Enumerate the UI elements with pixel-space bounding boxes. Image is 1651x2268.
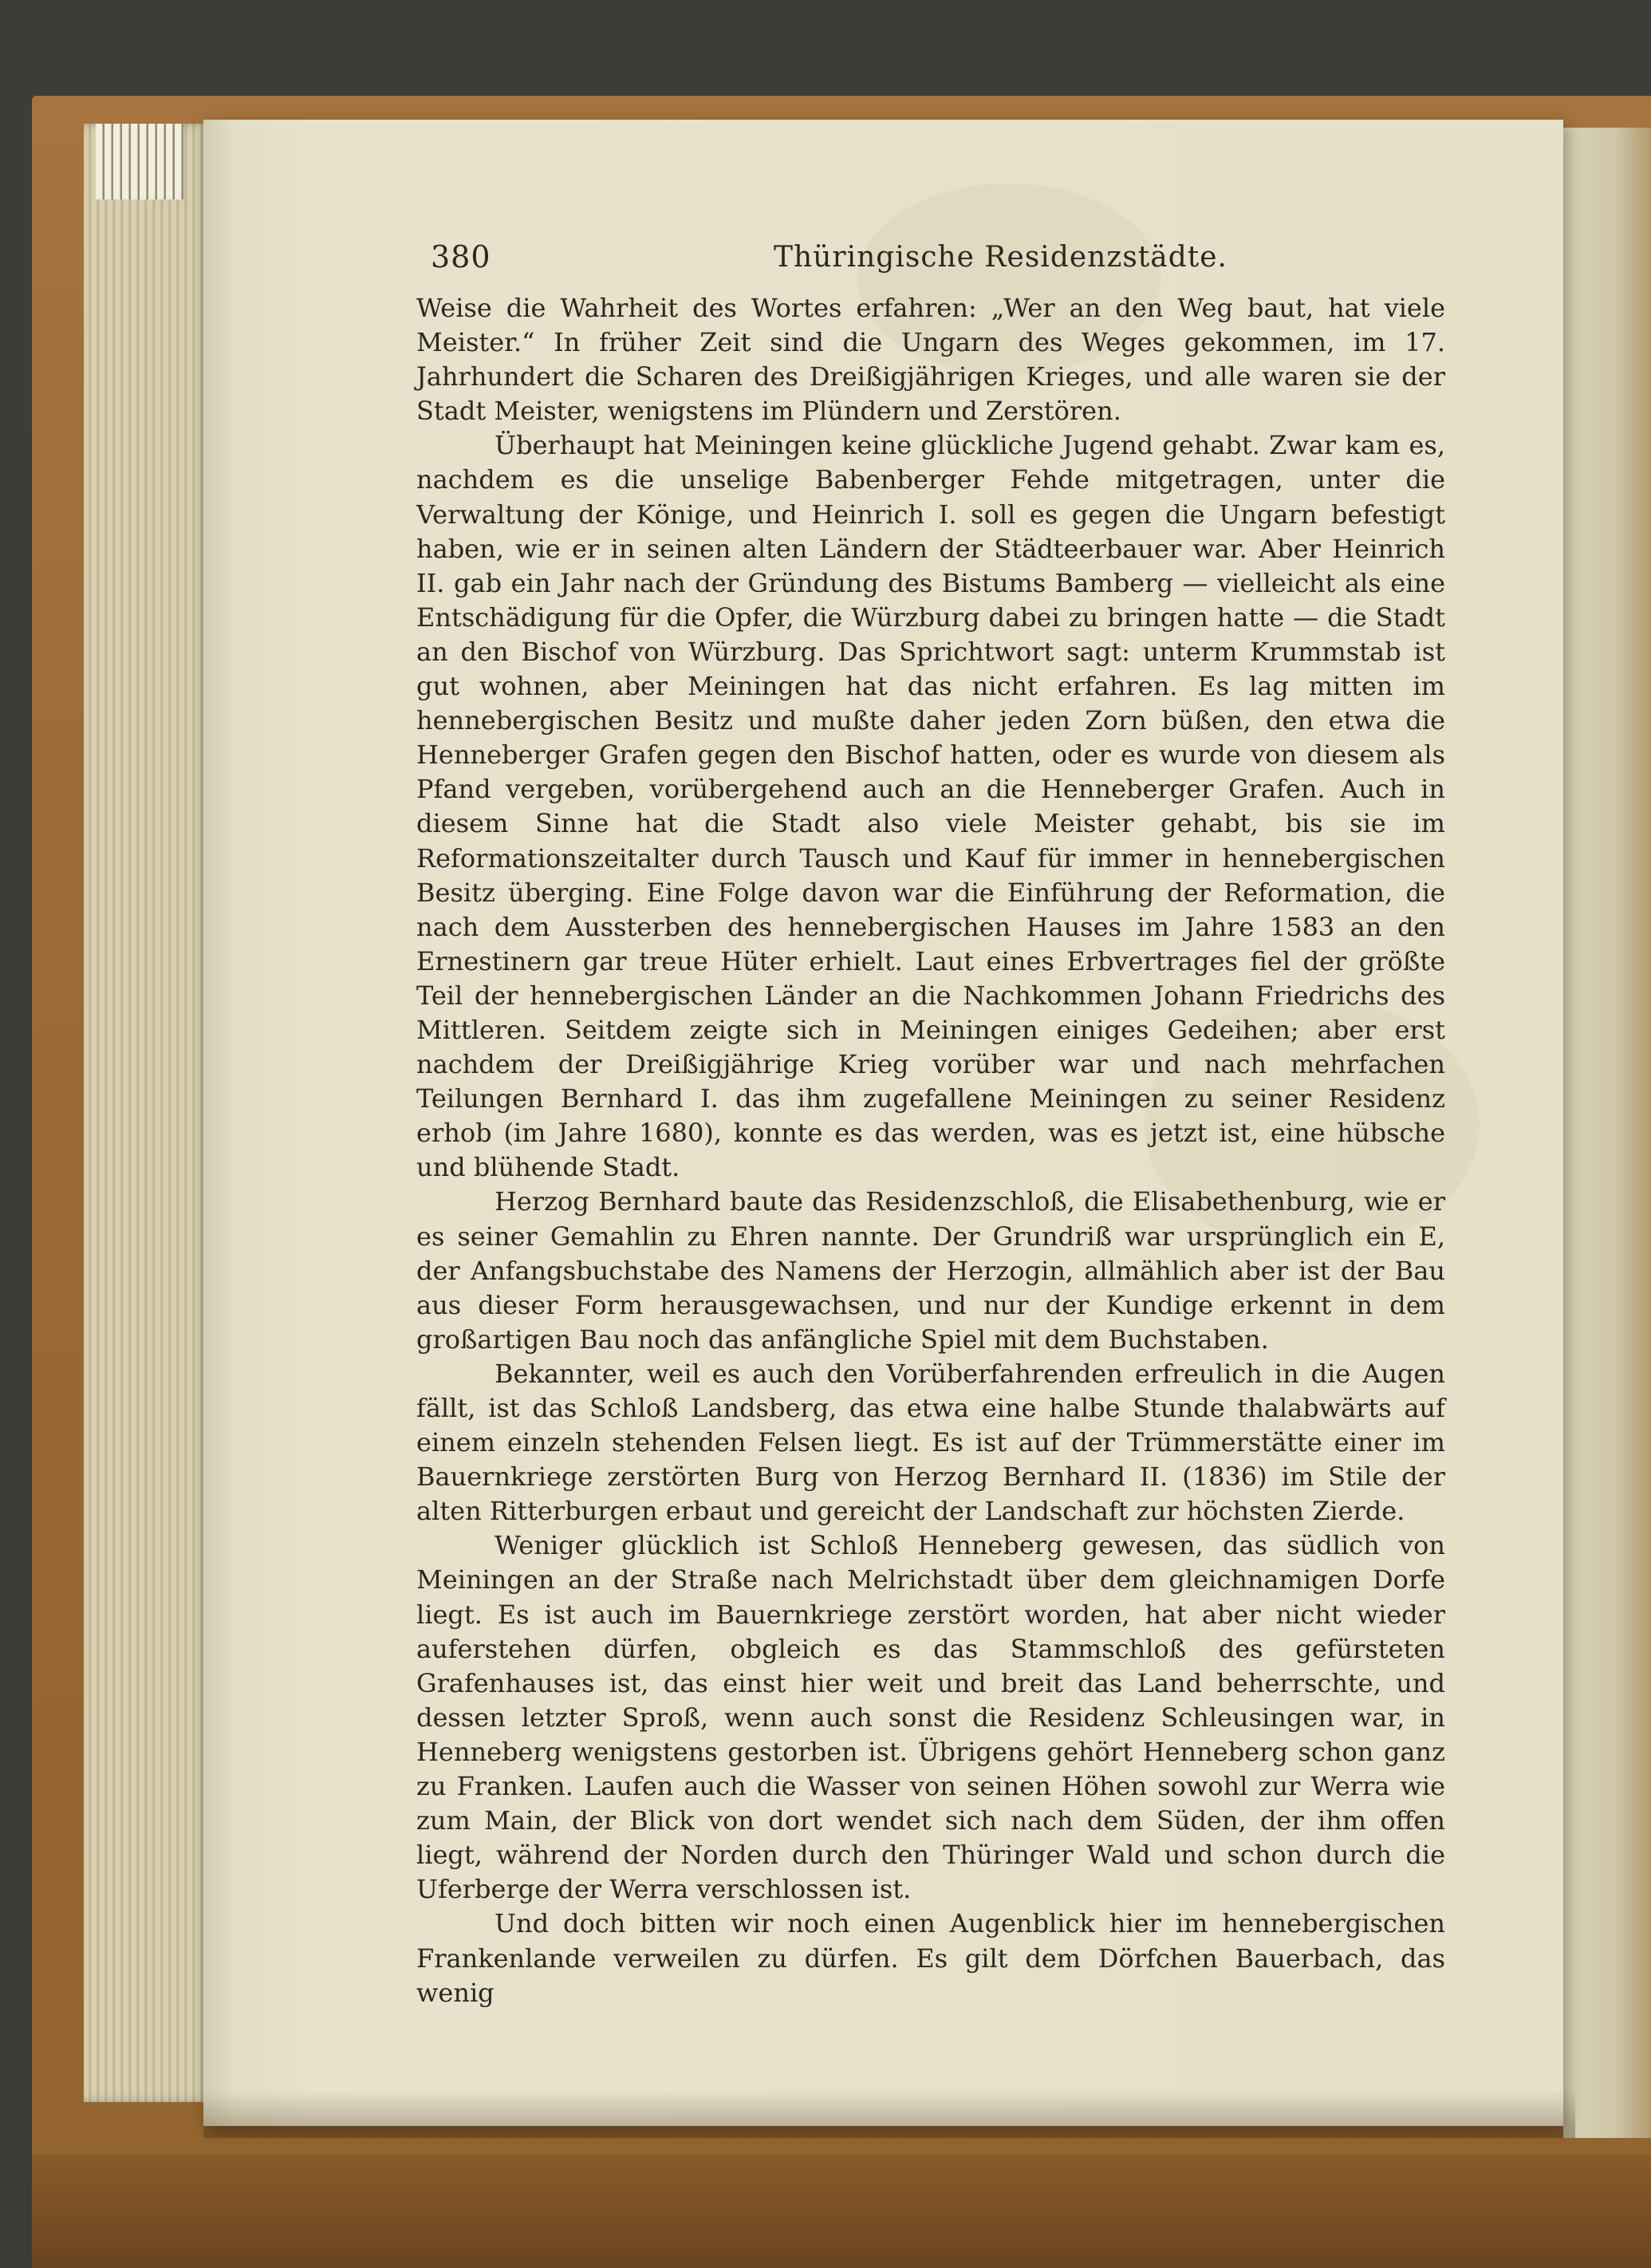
page-stack-top-edge <box>96 124 183 199</box>
paragraph-1: Weise die Wahrheit des Wortes erfahren: „Wer an den Weg baut, hat viele Meister.“ In früher Zeit sind die Ungarn des Weges gekommen, im 17. Jahrhundert die Scharen des Dreißigjährigen Krieges, und alle waren sie der Stadt Meister, wenigstens im Plündern und Zerstören. <box>416 293 1445 427</box>
paragraph-4: Bekannter, weil es auch den Vorüberfahrenden erfreulich in die Augen fällt, ist das Schloß Landsberg, das etwa eine halbe Stunde thalabwärts auf einem einzeln stehenden Felsen liegt. Es ist auf der Trümmerstätte einer im Bauernkriege zerstörten Burg von Herzog Bernhard II. (1836) im Stile der alten Ritterburgen erbaut und gereicht der Landschaft zur höchsten Zierde. <box>416 1358 1445 1527</box>
running-head <box>431 239 1452 287</box>
page-right-edge <box>1563 128 1651 2138</box>
page-stack-fore-edge <box>84 124 211 2102</box>
running-title: Thüringische Residenzstädte. <box>774 241 1227 274</box>
paragraph-2: Überhaupt hat Meiningen keine glückliche Jugend gehabt. Zwar kam es, nachdem es die unselige Babenberger Fehde mitgetragen, unter die Verwaltung der Könige, und Heinrich I. soll es gegen die Ungarn befestigt haben, wie er in seinen alten Ländern der Städteerbauer war. Aber Heinrich II. gab ein Jahr nach der Gründung des Bistums Bamberg — vielleicht als eine Entschädigung für die Opfer, die Würzburg dabei zu bringen hatte — die Stadt an den Bischof von Würzburg. Das Sprichtwort sagt: unterm Krummstab ist gut wohnen, aber Meiningen hat das nicht erfahren. Es lag mitten im hennebergischen Besitz und mußte daher jeden Zorn büßen, den etwa die Henneberger Grafen gegen den Bischof hatten, oder es wurde von diesem als Pfand vergeben, vorübergehend auch an die Henneberger Grafen. Auch in diesem Sinne hat die Stadt also viele Meister gehabt, bis sie im Reformationszeitalter durch Tausch und Kauf für immer in hennebergischen Besitz überging. Eine Folge davon war die Einführung der Reformation, die nach dem Aussterben des hennebergischen Hauses im Jahre 1583 an den Ernestinern gar treue Hüter erhielt. Laut eines Erbvertrages fiel der größte Teil der hennebergischen Länder an die Nachkommen Johann Friedrichs des Mittleren. Seitdem zeigte sich in Meiningen einiges Gedeihen; aber erst nachdem der Dreißigjährige Krieg vorüber war und nach mehrfachen Teilungen Bernhard I. das ihm zugefallene Meiningen zu seiner Residenz erhob (im Jahre 1680), konnte es das werden, was es jetzt ist, eine hübsche und blühende Stadt. <box>416 430 1445 1183</box>
cover-bottom-edge <box>32 2154 1651 2268</box>
paragraph-6: Und doch bitten wir noch einen Augenblick hier im hennebergischen Frankenlande verweilen zu dürfen. Es gilt dem Dörfchen Bauerbach, das wenig <box>416 1908 1445 2008</box>
page-number: 380 <box>431 239 491 274</box>
page-bottom-shadow <box>203 2090 1575 2138</box>
paragraph-5: Weniger glücklich ist Schloß Henneberg gewesen, das südlich von Meiningen an der Straße nach Melrichstadt über dem gleichnamigen Dorfe liegt. Es ist auch im Bauernkriege zerstört worden, hat aber nicht wieder auferstehen dürfen, obgleich es das Stammschloß des gefürsteten Grafenhauses ist, das einst hier weit und breit das Land beherrschte, und dessen letzter Sproß, wenn auch sonst die Residenz Schleusingen war, in Henneberg wenigstens gestorben ist. Übrigens gehört Henneberg schon ganz zu Franken. Laufen auch die Wasser von seinen Höhen sowohl zur Werra wie zum Main, der Blick von dort wendet sich nach dem Süden, der ihm offen liegt, während der Norden durch den Thüringer Wald und schon durch die Uferberge der Werra verschlossen ist. <box>416 1530 1445 1905</box>
body-text <box>416 291 1445 2010</box>
paragraph-3: Herzog Bernhard baute das Residenzschloß, die Elisabethenburg, wie er es seiner Gemahlin zu Ehren nannte. Der Grundriß war ursprünglich ein E, der Anfangsbuchstabe des Namens der Herzogin, allmählich aber ist der Bau aus dieser Form herausgewachsen, und nur der Kundige erkennt in dem großartigen Bau noch das anfängliche Spiel mit dem Buchstaben. <box>416 1186 1445 1355</box>
